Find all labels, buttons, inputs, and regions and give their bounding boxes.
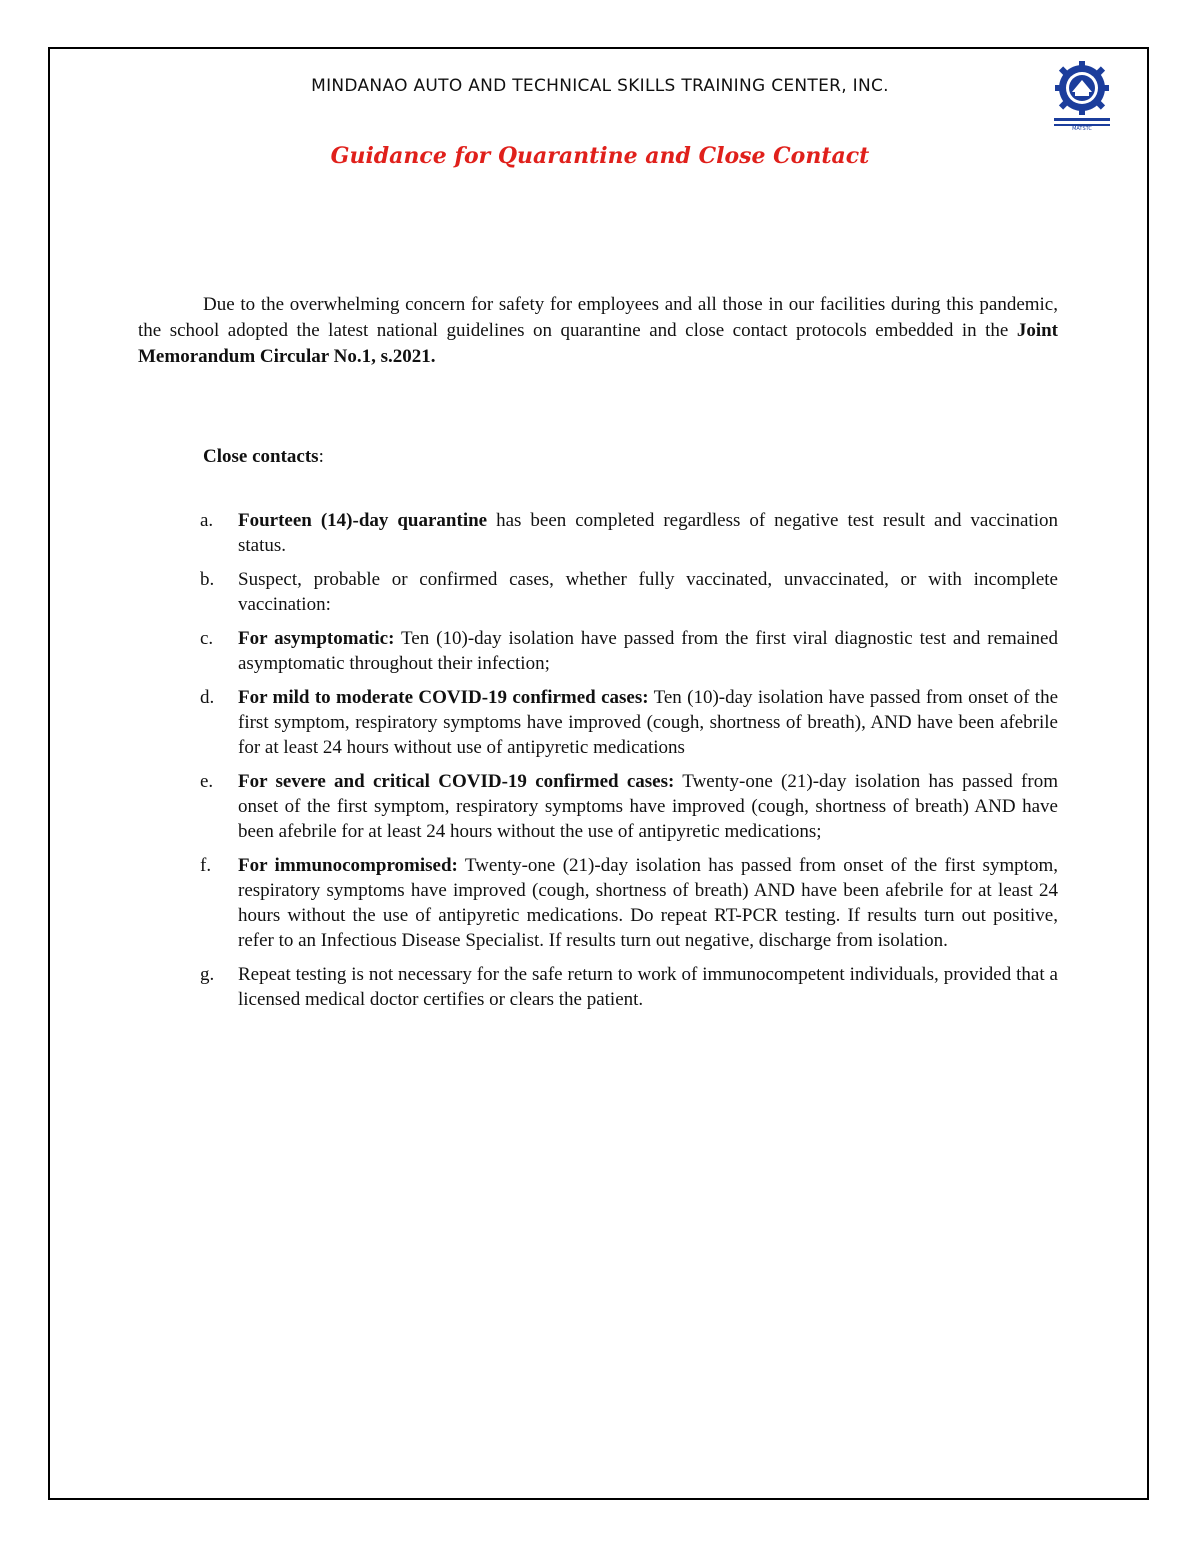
item-text: Ten (10)-day isolation have passed from the first viral diagnostic test and remained asymptomatic throughout their infection; — [238, 628, 1058, 674]
item-letter: b. — [200, 569, 215, 590]
item-text: Ten (10)-day isolation have passed from onset of the first symptom, respiratory symptoms have improved (cough, shortness of breath), AND have been afebrile for at least 24 hours without use of antipyretic medications — [238, 687, 1058, 758]
document-title: Guidance for Quarantine and Close Contact — [330, 143, 870, 169]
section-heading-suffix: : — [318, 446, 324, 467]
item-letter: a. — [200, 510, 214, 531]
list-item-f — [200, 853, 1058, 953]
item-text: Twenty-one (21)-day isolation has passed from onset of the first symptom, respiratory symptoms have improved (cough, shortness of breath) AND have been afebrile for at least 24 hours without the use of antipyretic medications; — [238, 771, 1058, 842]
list-item-c — [200, 626, 1058, 676]
list-item-a — [200, 508, 1058, 558]
item-lead: Fourteen (14)-day quarantine — [238, 510, 488, 531]
item-lead: For immunocompromised: — [238, 855, 458, 876]
organization-name: MINDANAO AUTO AND TECHNICAL SKILLS TRAINING CENTER, INC. — [311, 76, 889, 96]
item-letter: g. — [200, 964, 215, 985]
criteria-list — [200, 508, 1058, 1021]
list-item-d — [200, 685, 1058, 760]
list-item-g — [200, 962, 1058, 1012]
list-item-e — [200, 769, 1058, 844]
item-lead: For mild to moderate COVID-19 confirmed cases: — [238, 687, 649, 708]
item-text: Repeat testing is not necessary for the safe return to work of immunocompetent individuals, provided that a licensed medical doctor certifies or clears the patient. — [238, 964, 1058, 1010]
item-text: Suspect, probable or confirmed cases, whether fully vaccinated, unvaccinated, or with incomplete vaccination: — [238, 569, 1058, 615]
section-heading-text: Close contacts — [203, 446, 319, 467]
logo-caption: MATSTC — [1072, 126, 1092, 132]
gear-seal-logo-icon — [1046, 60, 1118, 132]
item-lead: For severe and critical COVID-19 confirmed cases: — [238, 771, 675, 792]
intro-emphasis: Joint Memorandum Circular No.1, s.2021. — [138, 320, 1058, 367]
item-lead: For asymptomatic: — [238, 628, 395, 649]
section-heading — [203, 444, 324, 470]
intro-text: Due to the overwhelming concern for safety for employees and all those in our facilities during this pandemic, the school adopted the latest national guidelines on quarantine and close contact protocols embedded in the — [138, 294, 1058, 341]
item-letter: c. — [200, 628, 214, 649]
list-item-b — [200, 567, 1058, 617]
item-letter: e. — [200, 771, 214, 792]
item-text: Twenty-one (21)-day isolation has passed from onset of the first symptom, respiratory symptoms have improved (cough, shortness of breath) AND have been afebrile for at least 24 hours without the use of antipyretic medications. Do repeat RT-PCR testing. If results turn out positive, refer to an Infectious Disease Specialist. If results turn out negative, discharge from isolation. — [238, 855, 1058, 951]
item-text: has been completed regardless of negative test result and vaccination status. — [238, 510, 1058, 556]
intro-paragraph — [138, 292, 1058, 370]
item-letter: f. — [200, 855, 212, 876]
item-letter: d. — [200, 687, 215, 708]
